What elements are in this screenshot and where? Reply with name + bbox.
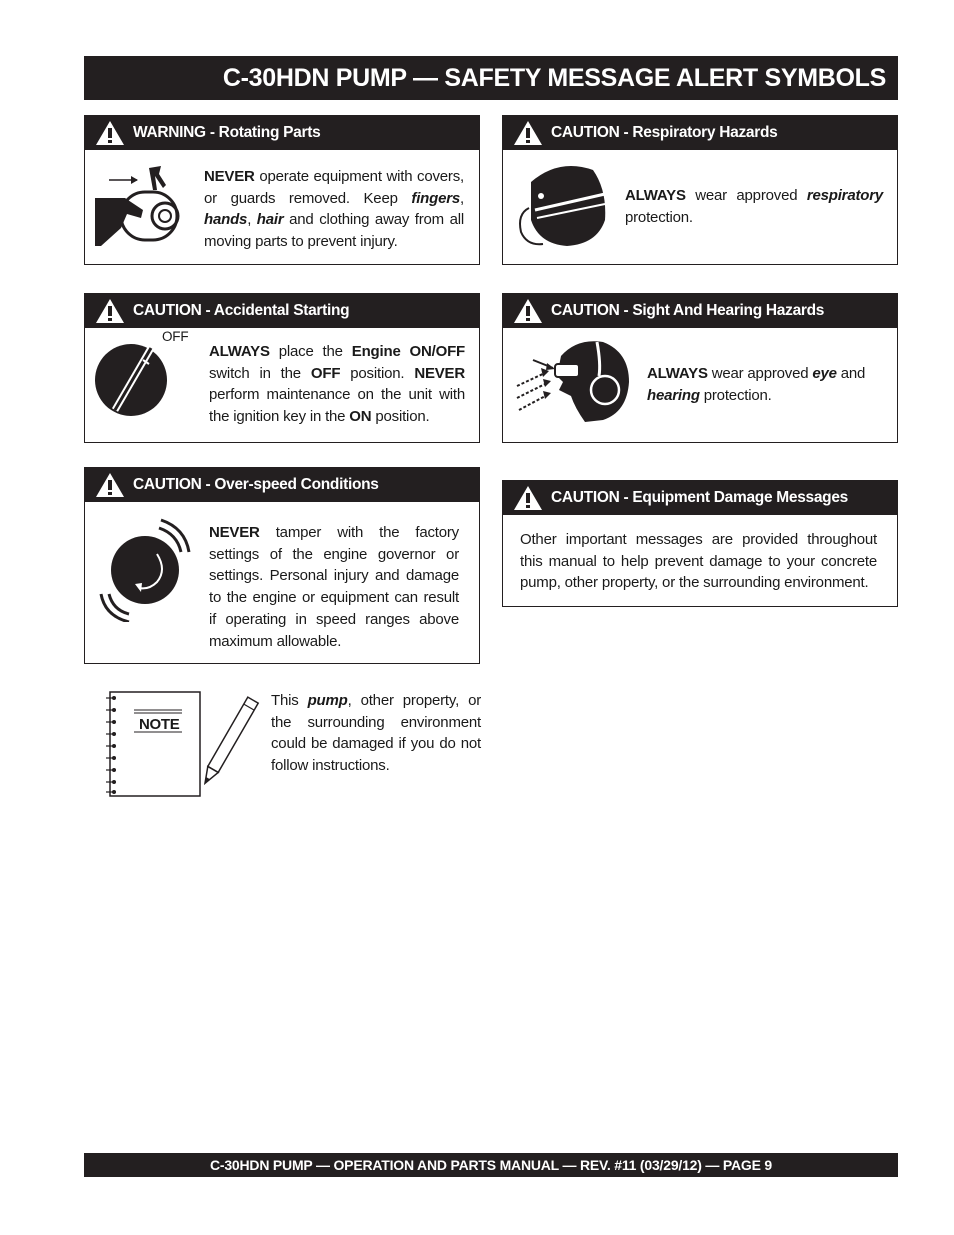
text: and (836, 365, 866, 382)
panel-header (503, 481, 897, 515)
emphasis-eye: eye (812, 365, 837, 382)
emphasis-engine-switch: Engine ON/OFF (351, 343, 466, 360)
panel-caution-overspeed (84, 467, 480, 664)
ignition-key-icon (93, 338, 168, 418)
panel-header (85, 468, 479, 502)
off-label: OFF (162, 329, 189, 344)
overspeed-gauge-icon (95, 512, 195, 622)
equipment-damage-message: Other important messages are provided throughout this manual to help prevent damage to your concrete pump, other property, or the surrounding environment. (520, 531, 877, 592)
respirator-mask-icon (509, 160, 614, 252)
notebook-note-icon (104, 686, 260, 800)
emphasis-hair: hair (256, 211, 284, 229)
panel-header-label: CAUTION - Respiratory Hazards (551, 124, 778, 141)
safety-alert-icon (95, 120, 125, 146)
panel-header-label: WARNING - Rotating Parts (133, 124, 321, 141)
text: position. (340, 364, 415, 382)
panel-header-label: CAUTION - Sight And Hearing Hazards (551, 302, 825, 319)
emphasis-never: NEVER (209, 524, 260, 541)
safety-alert-icon (95, 472, 125, 498)
panel-header (85, 116, 479, 150)
text: , (460, 189, 464, 207)
rotating-parts-icon (91, 158, 191, 253)
panel-caution-equipment-damage (502, 480, 898, 607)
emphasis-hands: hands (204, 211, 248, 229)
emphasis-pump: pump (307, 692, 348, 709)
page-title: C-30HDN PUMP — SAFETY MESSAGE ALERT SYMBOLS (84, 56, 898, 100)
text: wear approved (685, 187, 807, 204)
emphasis-always: ALWAYS (625, 187, 686, 204)
panel-warning-rotating-parts (84, 115, 480, 265)
note-label: NOTE (139, 716, 180, 733)
text: position. (371, 408, 430, 426)
panel-caution-sight-hearing (502, 293, 898, 443)
panel-caution-accidental-starting (84, 293, 480, 443)
text: place the (269, 343, 352, 360)
text: protection. (699, 386, 772, 404)
text: , (247, 211, 257, 229)
text: switch in the (209, 364, 311, 382)
safety-alert-icon (513, 298, 543, 324)
text: operate equipment with covers, or guards removed. Keep (204, 168, 464, 207)
panel-header-label: CAUTION - Over-speed Conditions (133, 476, 379, 493)
emphasis-never: NEVER (414, 364, 465, 382)
note-message (271, 690, 481, 777)
safety-alert-icon (513, 485, 543, 511)
text: wear approved (707, 365, 813, 382)
panel-header (503, 116, 897, 150)
text: protection. (625, 208, 693, 226)
safety-alert-icon (513, 120, 543, 146)
accidental-starting-message (209, 341, 465, 428)
emphasis-respiratory: respiratory (806, 187, 883, 204)
panel-header (85, 294, 479, 328)
sight-hearing-message (647, 363, 887, 406)
text: tamper with the factory settings of the engine governor or settings. Personal injury and damage to the engine or equipment can result if operating in speed ranges above maximum allowable. (209, 524, 459, 650)
respiratory-message (625, 185, 883, 228)
emphasis-fingers: fingers (411, 189, 461, 207)
emphasis-hearing: hearing (647, 386, 700, 404)
emphasis-off: OFF (310, 364, 341, 382)
panel-header-label: CAUTION - Equipment Damage Messages (551, 489, 848, 506)
overspeed-message (209, 522, 459, 652)
text: This (271, 692, 308, 709)
emphasis-never: NEVER (204, 168, 255, 185)
eye-hearing-protection-icon (511, 338, 636, 423)
panel-header-label: CAUTION - Accidental Starting (133, 302, 350, 319)
rotating-parts-message (204, 166, 464, 253)
text: perform maintenance on the unit with the ignition key in the (209, 386, 465, 426)
panel-caution-respiratory (502, 115, 898, 265)
text: , other property, or the surrounding environment could be damaged if you do not follow instructions. (271, 692, 482, 775)
emphasis-on: ON (349, 408, 372, 426)
text: and clothing away from all moving parts to prevent injury. (204, 211, 465, 251)
page-footer: C-30HDN PUMP — OPERATION AND PARTS MANUAL — REV. #11 (03/29/12) — PAGE 9 (84, 1153, 898, 1177)
emphasis-always: ALWAYS (647, 365, 708, 382)
safety-alert-icon (95, 298, 125, 324)
panel-header (503, 294, 897, 328)
emphasis-always: ALWAYS (209, 343, 270, 360)
